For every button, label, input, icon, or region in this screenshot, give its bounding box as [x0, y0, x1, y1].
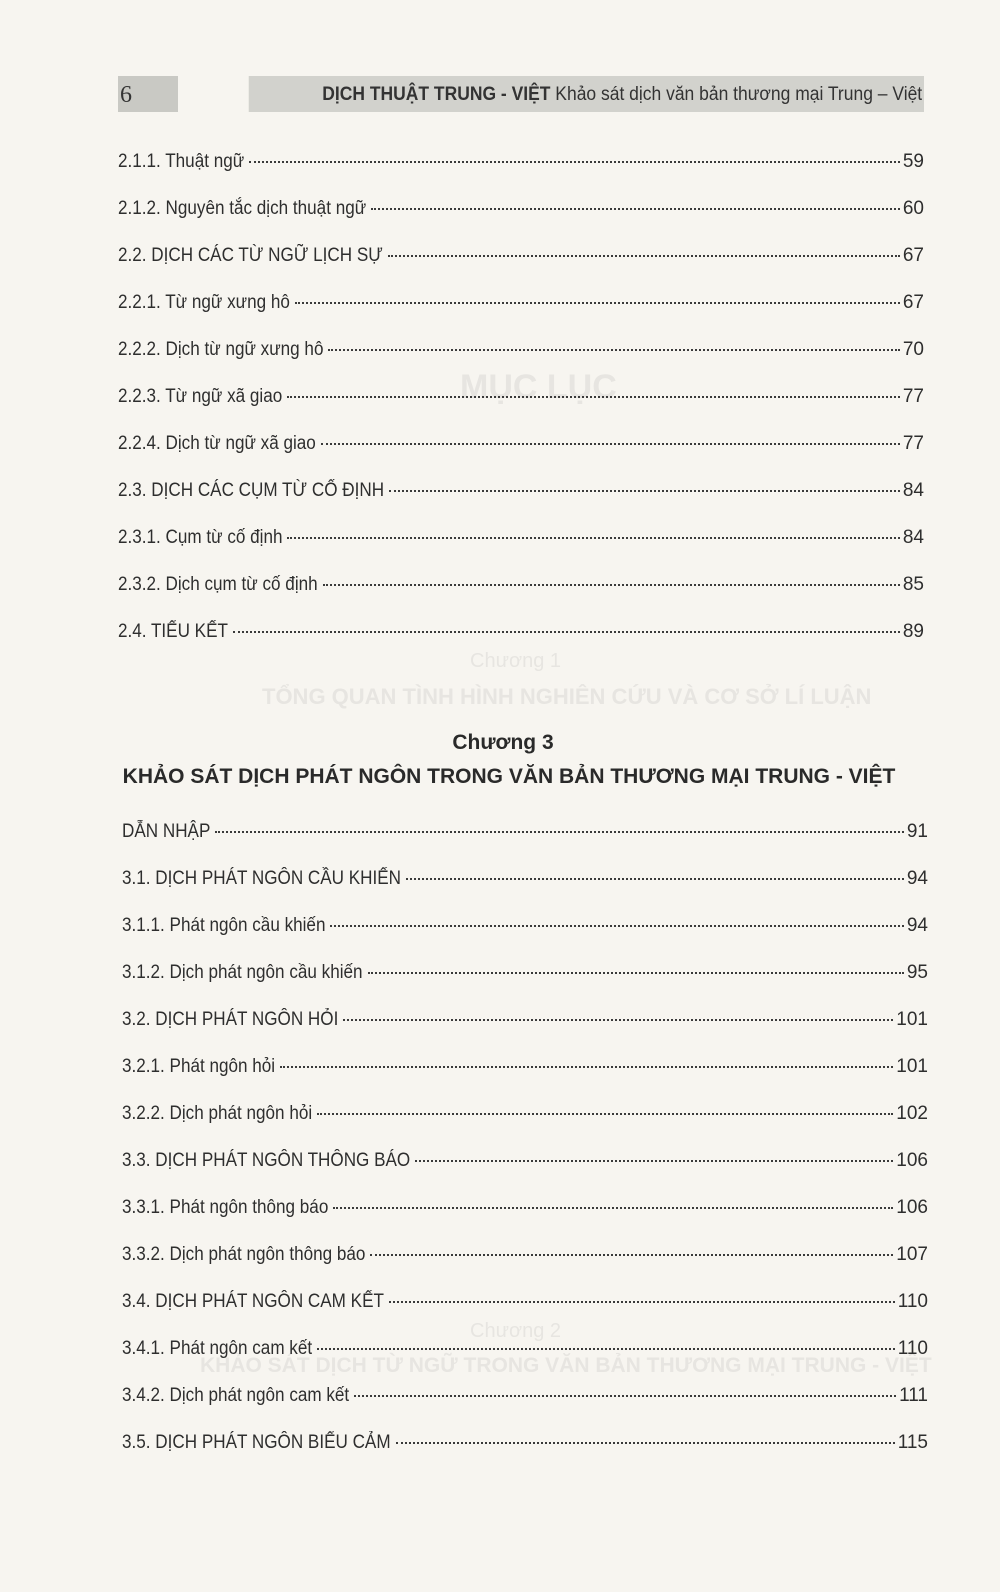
- toc-entry-page: 94: [906, 868, 928, 889]
- toc-entry-label: 2.3. DỊCH CÁC CỤM TỪ CỐ ĐỊNH: [118, 480, 385, 501]
- dot-leader: [388, 255, 900, 257]
- dot-leader: [330, 925, 903, 927]
- page-number: 6: [118, 76, 178, 112]
- toc-entry-label: 2.4. TIỂU KẾT: [118, 621, 228, 642]
- toc-entry-page: 106: [896, 1197, 928, 1218]
- toc-entry-page: 101: [896, 1056, 928, 1077]
- toc-entry-label: 3.3.2. Dịch phát ngôn thông báo: [122, 1244, 366, 1265]
- dot-leader: [415, 1160, 893, 1162]
- toc-entry[interactable]: [118, 384, 924, 410]
- toc-entry[interactable]: [118, 243, 924, 269]
- toc-entry-label: 3.2. DỊCH PHÁT NGÔN HỎI: [122, 1009, 339, 1030]
- toc-entry[interactable]: [118, 478, 924, 504]
- toc-entry-label: 2.2. DỊCH CÁC TỪ NGỮ LỊCH SỰ: [118, 245, 383, 266]
- chapter-title: KHẢO SÁT DỊCH PHÁT NGÔN TRONG VĂN BẢN THƯƠNG MẠI TRUNG - VIỆT: [122, 765, 896, 788]
- toc-entry-page: 77: [902, 433, 924, 454]
- toc-entry-label: 2.2.1. Từ ngữ xưng hô: [118, 292, 290, 313]
- chapter-number: Chương 3: [452, 731, 554, 754]
- toc-entry-label: 2.3.2. Dịch cụm từ cố định: [118, 574, 318, 595]
- toc-entry-page: 59: [902, 151, 924, 172]
- dot-leader: [323, 584, 900, 586]
- toc-entry-page: 84: [902, 480, 924, 501]
- toc-entry[interactable]: [122, 819, 928, 845]
- dot-leader: [343, 1019, 893, 1021]
- toc-entry-label: 3.1.2. Dịch phát ngôn cầu khiến: [122, 962, 363, 983]
- dot-leader: [287, 537, 899, 539]
- show-through-text: MỤC LỤC: [460, 368, 617, 406]
- toc-entry-page: 111: [899, 1385, 928, 1406]
- toc-entry[interactable]: [122, 1054, 928, 1080]
- toc-entry-page: 106: [896, 1150, 928, 1171]
- toc-entry-label: 3.1. DỊCH PHÁT NGÔN CẦU KHIẾN: [122, 868, 402, 889]
- dot-leader: [317, 1113, 893, 1115]
- toc-entry-label: 2.1.1. Thuật ngữ: [118, 151, 245, 172]
- toc-entry-label: 2.2.4. Dịch từ ngữ xã giao: [118, 433, 316, 454]
- toc-entry-page: 77: [902, 386, 924, 407]
- toc-entry[interactable]: [122, 866, 928, 892]
- toc-entry-page: 110: [897, 1338, 928, 1359]
- toc-entry-label: DẪN NHẬP: [122, 821, 211, 842]
- toc-entry[interactable]: [122, 1289, 928, 1315]
- dot-leader: [368, 972, 904, 974]
- toc-entry-label: 3.2.1. Phát ngôn hỏi: [122, 1056, 276, 1077]
- toc-entry[interactable]: [118, 337, 924, 363]
- toc-entry[interactable]: [118, 196, 924, 222]
- toc-entry-page: 70: [902, 339, 924, 360]
- toc-entry-page: 67: [902, 292, 924, 313]
- toc-entry-page: 102: [896, 1103, 928, 1124]
- book-title: DỊCH THUẬT TRUNG - VIỆT: [322, 84, 551, 105]
- toc-entry[interactable]: [122, 1148, 928, 1174]
- toc-entry[interactable]: [122, 1430, 928, 1456]
- toc-entry-label: 3.4.1. Phát ngôn cam kết: [122, 1338, 313, 1359]
- dot-leader: [295, 302, 900, 304]
- dot-leader: [389, 490, 900, 492]
- dot-leader: [287, 396, 900, 398]
- show-through-text: TỔNG QUAN TÌNH HÌNH NGHIÊN CỨU VÀ CƠ SỞ LÍ LUẬN: [262, 684, 872, 709]
- toc-entry-page: 107: [896, 1244, 928, 1265]
- dot-leader: [321, 443, 900, 445]
- toc-entry-page: 60: [902, 198, 924, 219]
- show-through-text: Chương 2: [470, 1320, 561, 1342]
- dot-leader: [371, 208, 900, 210]
- toc-entry[interactable]: [118, 149, 924, 175]
- toc-entry-page: 67: [902, 245, 924, 266]
- dot-leader: [406, 878, 904, 880]
- toc-entry-label: 2.2.3. Từ ngữ xã giao: [118, 386, 283, 407]
- dot-leader: [215, 831, 903, 833]
- show-through-text: Chương 1: [470, 650, 561, 672]
- toc-entry-page: 95: [906, 962, 928, 983]
- toc-entry-label: 2.1.2. Nguyên tắc dịch thuật ngữ: [118, 198, 367, 219]
- running-title: [249, 76, 924, 112]
- dot-leader: [396, 1442, 895, 1444]
- dot-leader: [333, 1207, 893, 1209]
- toc-entry[interactable]: [122, 1336, 928, 1362]
- toc-entry[interactable]: [122, 1007, 928, 1033]
- toc-entry-page: 85: [902, 574, 924, 595]
- toc-entry[interactable]: [122, 960, 928, 986]
- toc-entry-label: 3.5. DỊCH PHÁT NGÔN BIỂU CẢM: [122, 1432, 391, 1453]
- book-subtitle: Khảo sát dịch văn bản thương mại Trung – Việt: [555, 84, 923, 105]
- toc-entry[interactable]: [118, 431, 924, 457]
- toc-entry[interactable]: [122, 1383, 928, 1409]
- toc-entry-page: 110: [897, 1291, 928, 1312]
- toc-entry[interactable]: [122, 1101, 928, 1127]
- dot-leader: [370, 1254, 893, 1256]
- toc-entry-page: 91: [906, 821, 928, 842]
- dot-leader: [328, 349, 899, 351]
- toc-entry[interactable]: [118, 290, 924, 316]
- toc-entry-label: 3.4. DỊCH PHÁT NGÔN CAM KẾT: [122, 1291, 384, 1312]
- toc-entry-page: 94: [906, 915, 928, 936]
- toc-entry-page: 115: [897, 1432, 928, 1453]
- dot-leader: [389, 1301, 895, 1303]
- toc-entry-label: 3.2.2. Dịch phát ngôn hỏi: [122, 1103, 313, 1124]
- toc-entry-label: 2.2.2. Dịch từ ngữ xưng hô: [118, 339, 324, 360]
- toc-entry[interactable]: [122, 1195, 928, 1221]
- toc-entry-page: 101: [896, 1009, 928, 1030]
- running-header: [118, 76, 924, 112]
- toc-entry[interactable]: [118, 525, 924, 551]
- toc-entry[interactable]: [122, 1242, 928, 1268]
- toc-entry-label: 3.4.2. Dịch phát ngôn cam kết: [122, 1385, 350, 1406]
- dot-leader: [317, 1348, 895, 1350]
- show-through-text: KHẢO SÁT DỊCH TỪ NGỮ TRONG VĂN BẢN THƯƠNG MẠI TRUNG - VIỆT: [200, 1354, 932, 1377]
- toc-entry-label: 2.3.1. Cụm từ cố định: [118, 527, 283, 548]
- dot-leader: [280, 1066, 893, 1068]
- toc-entry-label: 3.1.1. Phát ngôn cầu khiến: [122, 915, 326, 936]
- dot-leader: [354, 1395, 896, 1397]
- toc-entry-label: 3.3. DỊCH PHÁT NGÔN THÔNG BÁO: [122, 1150, 411, 1171]
- toc-entry[interactable]: [122, 913, 928, 939]
- toc-entry-label: 3.3.1. Phát ngôn thông báo: [122, 1197, 329, 1218]
- toc-entry[interactable]: [118, 572, 924, 598]
- dot-leader: [249, 161, 900, 163]
- toc-entry-page: 84: [902, 527, 924, 548]
- dot-leader: [233, 631, 900, 633]
- toc-entry-page: 89: [902, 621, 924, 642]
- toc-entry[interactable]: [118, 619, 924, 645]
